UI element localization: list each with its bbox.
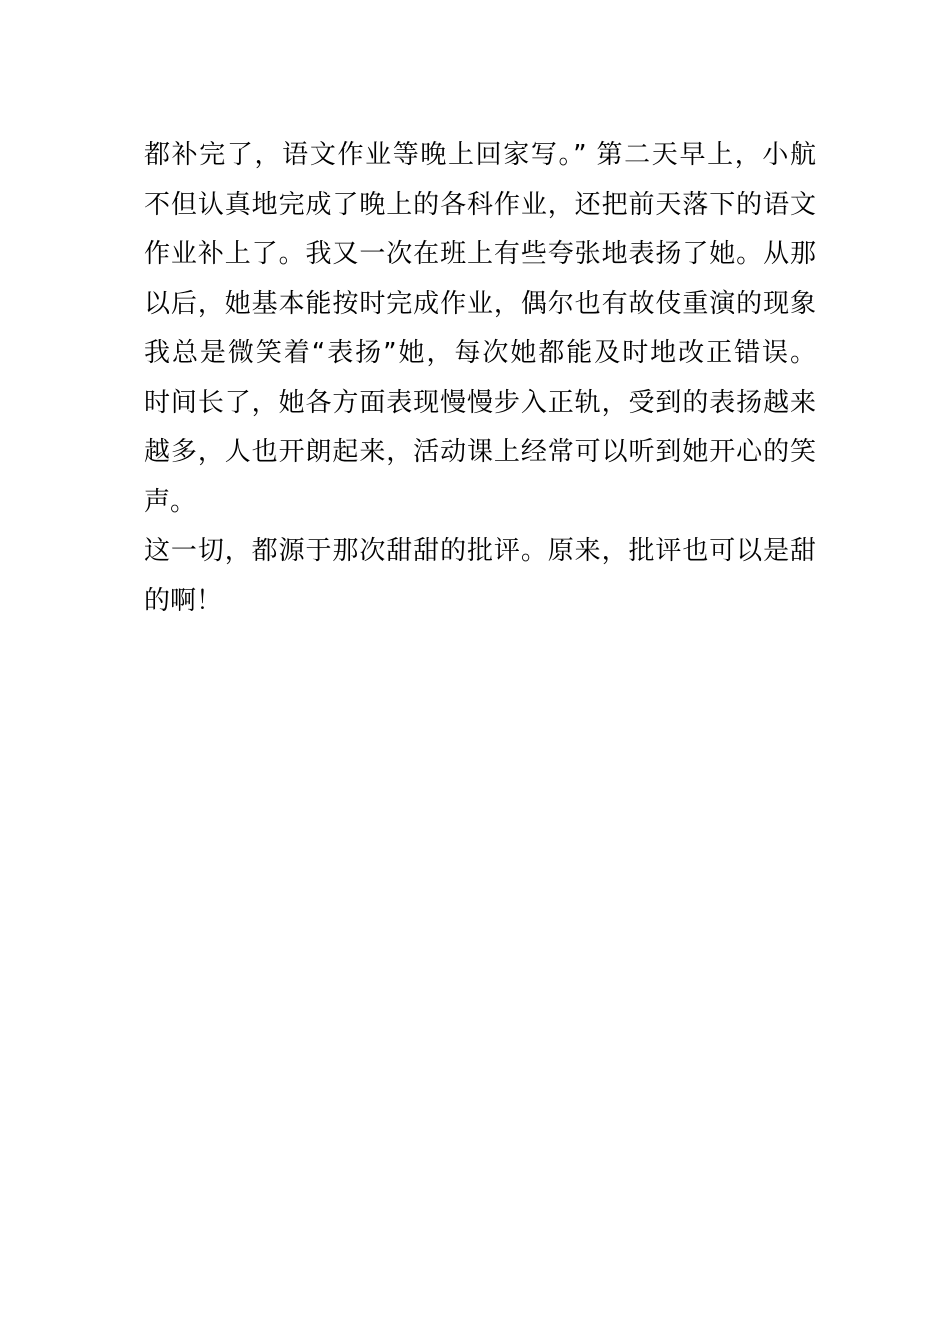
- text-line: 越多，人也开朗起来，活动课上经常可以听到她开心的笑: [144, 437, 816, 467]
- paragraph-1: [144, 131, 816, 527]
- text-line: 以后，她基本能按时完成作业，偶尔也有故伎重演的现象: [144, 288, 816, 319]
- body-text: [144, 131, 816, 626]
- text-line: 不但认真地完成了晚上的各科作业，还把前天落下的语文: [144, 189, 816, 220]
- text-line: 作业补上了。我又一次在班上有些夸张地表扬了她。从那: [144, 239, 816, 269]
- paragraph-2: [144, 527, 816, 626]
- text-line: 我总是微笑着“表扬”她，每次她都能及时地改正错误。: [144, 338, 816, 368]
- text-line: 时间长了，她各方面表现慢慢步入正轨，受到的表扬越来: [144, 387, 816, 418]
- text-line: 这一切，都源于那次甜甜的批评。原来，批评也可以是甜: [144, 536, 816, 566]
- text-line: 都补完了，语文作业等晚上回家写。” 第二天早上，小航: [144, 140, 816, 170]
- text-line: 声。: [144, 486, 197, 517]
- text-line: 的啊！: [144, 585, 223, 616]
